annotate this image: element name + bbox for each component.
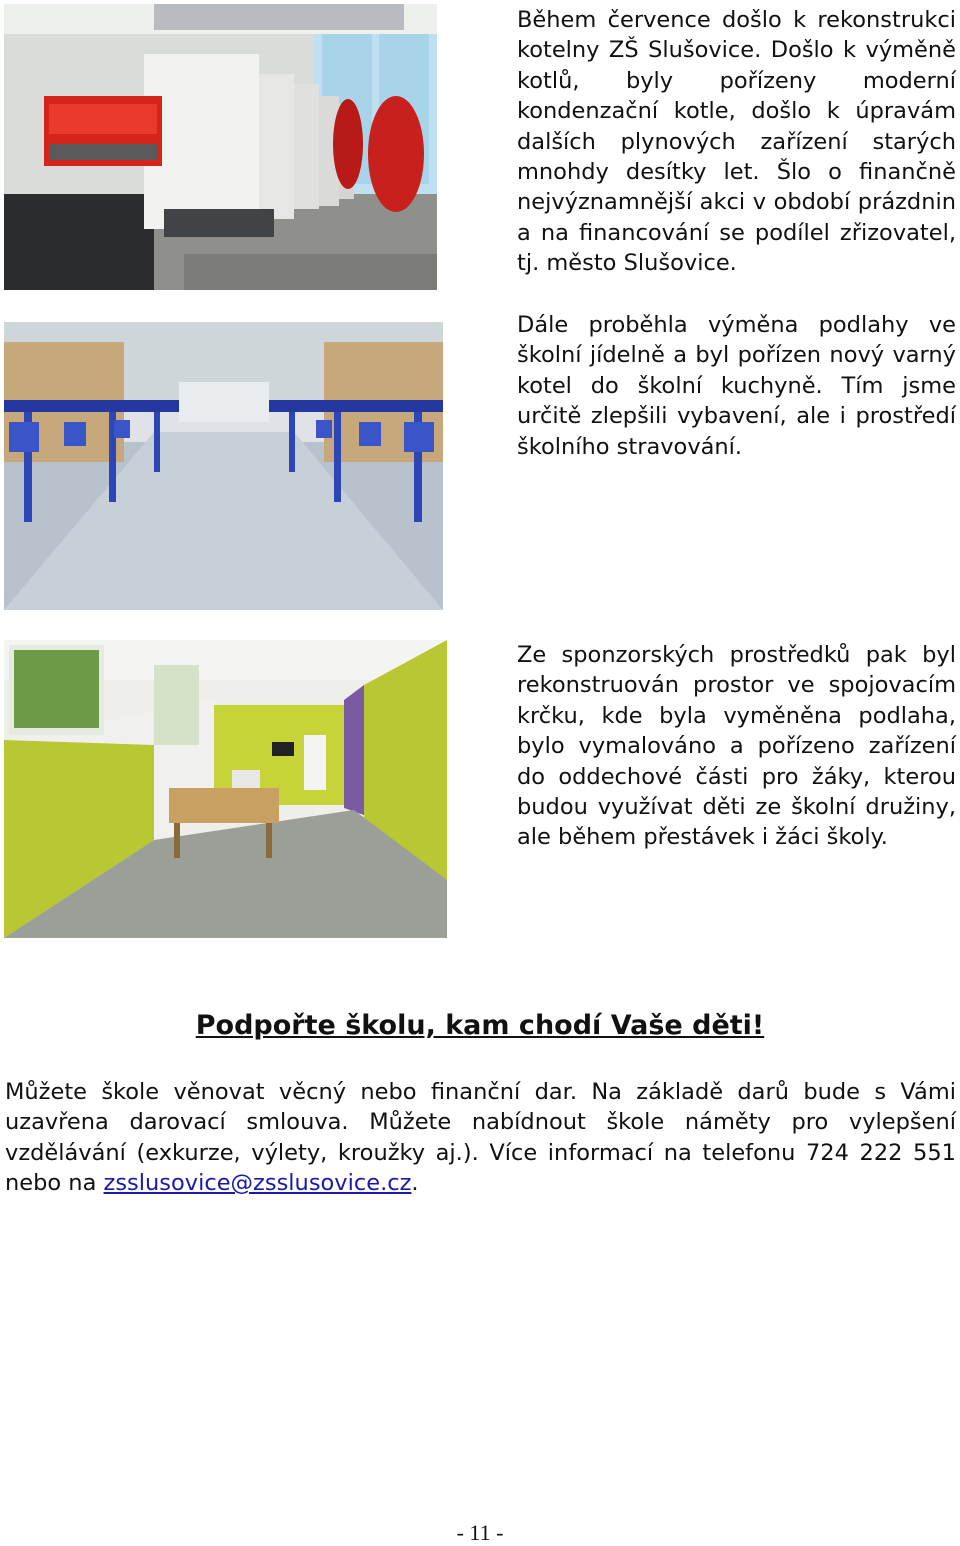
photo-dining-hall bbox=[4, 322, 443, 610]
paragraph-support bbox=[5, 1077, 956, 1199]
support-text-end: . bbox=[411, 1170, 419, 1197]
paragraph-corridor: Ze sponzorských prostředků pak byl rekonstruován prostor ve spojovacím krčku, kde byla vyměněna podlaha, bylo vymalováno a pořízeno zařízení do oddechové části pro žáky, kterou budou využívat děti ze školní družiny, ale během přestávek i žáci školy. bbox=[517, 642, 956, 851]
photo-boiler-room bbox=[4, 4, 437, 290]
paragraph-boiler-reconstruction: Během července došlo k rekonstrukci kotelny ZŠ Slušovice. Došlo k výměně kotlů, byly pořízeny moderní kondenzační kotle, došlo k úpravám dalších plynových zařízení starých mnohdy desítky let. Šlo o finančně nejvýznamnější akci v období prázdnin a na financování se podílel zřizovatel, tj. město Slušovice. bbox=[517, 7, 956, 277]
page-number: - 11 - bbox=[456, 1520, 504, 1545]
email-link[interactable]: zsslusovice@zsslusovice.cz bbox=[103, 1170, 412, 1197]
support-heading: Podpořte školu, kam chodí Vaše děti! bbox=[195, 1010, 765, 1041]
photo-corridor bbox=[4, 640, 447, 938]
support-text: Můžete škole věnovat věcný nebo finanční dar. Na základě darů bude s Vámi uzavřena darovací smlouva. Můžete nabídnout škole náměty pro vylepšení vzdělávání (exkurze, výlety, kroužky aj.). Více informací na telefonu 724 222 551 nebo na bbox=[5, 1079, 956, 1197]
paragraph-dining-hall: Dále proběhla výměna podlahy ve školní jídelně a byl pořízen nový varný kotel do školní kuchyně. Tím jsme určitě zlepšili vybavení, ale i prostředí školního stravování. bbox=[517, 312, 956, 460]
